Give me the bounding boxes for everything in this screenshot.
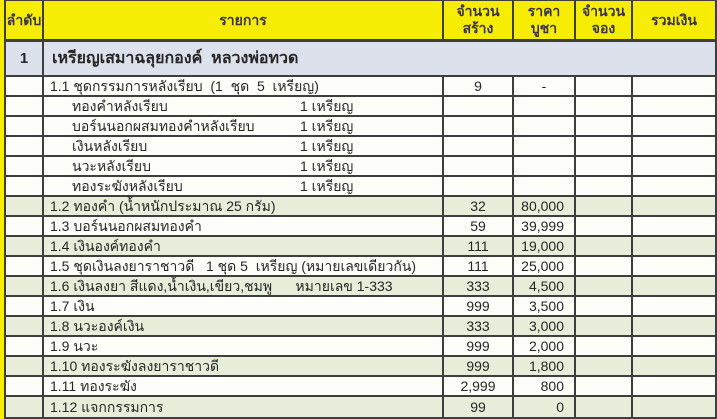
table-row (6, 177, 715, 197)
table-row (6, 137, 715, 157)
column-header-qty-reserved (576, 1, 633, 39)
qty-reserved-cell (576, 337, 633, 355)
qty-made-cell: 111 (444, 237, 514, 255)
total-cell (633, 197, 715, 215)
price-cell: 4,500 (514, 277, 576, 295)
order-cell (6, 237, 44, 255)
item-cell (44, 217, 444, 235)
table-row (6, 77, 715, 97)
table-row (6, 397, 715, 417)
total-cell (633, 257, 715, 275)
total-cell (633, 97, 715, 115)
amulet-price-table (4, 0, 717, 419)
table-row (6, 317, 715, 337)
qty-made-cell: 333 (444, 317, 514, 335)
item-name: 1.2 ทองคำ (น้ำหนักประมาณ 25 กรัม) (50, 198, 276, 214)
column-header-label: บูชา (530, 20, 558, 36)
price-cell (514, 157, 576, 175)
total-cell (633, 337, 715, 355)
item-name: เงินหลังเรียบ (72, 138, 148, 154)
item-name: นวะหลังเรียบ (72, 158, 151, 174)
item-cell (44, 117, 444, 135)
price-cell: 19,000 (514, 237, 576, 255)
qty-made-cell (444, 177, 514, 195)
item-name: 1.9 นวะ (50, 338, 99, 354)
qty-reserved-cell (576, 297, 633, 315)
qty-made-cell: 9 (444, 77, 514, 95)
total-cell (633, 397, 715, 417)
table-body (6, 77, 715, 417)
total-cell (633, 177, 715, 195)
qty-made-cell (444, 97, 514, 115)
item-name: 1.10 ทองระฆังลงยาราชาวดี (50, 358, 220, 374)
item-cell (44, 277, 444, 295)
order-cell (6, 337, 44, 355)
item-unit: 1 เหรียญ (300, 138, 354, 154)
qty-reserved-cell (576, 257, 633, 275)
item-unit: 1 เหรียญ (300, 118, 354, 134)
order-cell (6, 177, 44, 195)
item-cell (44, 137, 444, 155)
total-cell (633, 317, 715, 335)
item-cell (44, 257, 444, 275)
table-row (6, 377, 715, 397)
qty-made-cell: 99 (444, 397, 514, 417)
item-name: 1.3 บอร์นนอกผสมทองคำ (50, 218, 202, 234)
table-row (6, 237, 715, 257)
price-cell (514, 117, 576, 135)
item-cell (44, 97, 444, 115)
total-cell (633, 157, 715, 175)
price-cell: 39,999 (514, 217, 576, 235)
item-name: 1.1 ชุดกรรมการหลังเรียบ (1 ชุด 5 เหรียญ) (50, 78, 319, 94)
total-cell (633, 277, 715, 295)
qty-reserved-cell (576, 97, 633, 115)
price-cell (514, 177, 576, 195)
order-cell (6, 217, 44, 235)
total-cell (633, 77, 715, 95)
total-cell (633, 117, 715, 135)
item-cell (44, 297, 444, 315)
qty-reserved-cell (576, 397, 633, 417)
qty-reserved-cell (576, 377, 633, 395)
column-header-label: ลำดับ (6, 11, 42, 28)
qty-made-cell: 32 (444, 197, 514, 215)
qty-reserved-cell (576, 137, 633, 155)
order-cell (6, 97, 44, 115)
column-header-item (44, 1, 444, 39)
total-cell (633, 237, 715, 255)
column-header-label: จอง (591, 20, 616, 36)
total-cell (633, 217, 715, 235)
qty-reserved-cell (576, 197, 633, 215)
table-row (6, 117, 715, 137)
qty-made-cell: 2,999 (444, 377, 514, 395)
qty-made-cell: 333 (444, 277, 514, 295)
price-cell: 0 (514, 397, 576, 417)
item-cell (44, 357, 444, 375)
qty-reserved-cell (576, 117, 633, 135)
price-cell: 3,000 (514, 317, 576, 335)
item-name: 1.11 ทองระฆัง (50, 378, 137, 394)
price-cell: - (514, 77, 576, 95)
qty-made-cell (444, 137, 514, 155)
item-unit: 1 เหรียญ (300, 158, 354, 174)
item-name: 1.6 เงินลงยา สีแดง,น้ำเงิน,เขียว,ชมพู หมายเลข 1-333 (50, 278, 393, 294)
order-cell (6, 397, 44, 417)
table-row (6, 197, 715, 217)
qty-made-cell: 111 (444, 257, 514, 275)
order-cell (6, 357, 44, 375)
item-cell (44, 197, 444, 215)
item-cell (44, 157, 444, 175)
order-cell (6, 77, 44, 95)
price-cell (514, 137, 576, 155)
qty-made-cell (444, 157, 514, 175)
column-header-total (633, 1, 715, 39)
column-header-label: จำนวน (456, 3, 500, 19)
total-cell (633, 297, 715, 315)
table-row (6, 97, 715, 117)
item-name: 1.4 เงินองค์ทองคำ (50, 238, 161, 254)
price-cell: 2,000 (514, 337, 576, 355)
price-cell: 1,800 (514, 357, 576, 375)
table-row (6, 257, 715, 277)
qty-made-cell: 999 (444, 337, 514, 355)
order-cell (6, 277, 44, 295)
total-cell (633, 137, 715, 155)
table-row (6, 277, 715, 297)
column-header-label: สร้าง (462, 20, 494, 36)
qty-made-cell (444, 117, 514, 135)
column-header-price (514, 1, 576, 39)
qty-reserved-cell (576, 277, 633, 295)
item-unit: 1 เหรียญ (300, 178, 354, 194)
qty-reserved-cell (576, 177, 633, 195)
total-cell (633, 377, 715, 395)
section-title: เหรียญเสมาฉลุยกองค์ หลวงพ่อทวด (52, 50, 299, 67)
order-cell (6, 257, 44, 275)
item-cell (44, 337, 444, 355)
table-row (6, 337, 715, 357)
column-header-label: รวมเงิน (651, 11, 697, 28)
qty-made-cell: 999 (444, 297, 514, 315)
total-cell (633, 357, 715, 375)
item-cell (44, 177, 444, 195)
section-row (6, 42, 715, 77)
price-cell (514, 97, 576, 115)
table-row (6, 217, 715, 237)
column-header-label: ราคา (527, 3, 561, 19)
item-name: ทองระฆังหลังเรียบ (72, 178, 183, 194)
column-header-order (6, 1, 44, 39)
item-cell (44, 377, 444, 395)
section-number: 1 (6, 42, 44, 75)
item-name: ทองคำหลังเรียบ (72, 98, 168, 114)
item-name: 1.12 แจกกรรมการ (50, 399, 164, 415)
qty-reserved-cell (576, 77, 633, 95)
table-row (6, 157, 715, 177)
qty-made-cell: 59 (444, 217, 514, 235)
order-cell (6, 317, 44, 335)
order-cell (6, 137, 44, 155)
order-cell (6, 117, 44, 135)
column-header-qty-made (444, 1, 514, 39)
item-cell (44, 397, 444, 417)
table-header (6, 1, 715, 42)
price-cell: 3,500 (514, 297, 576, 315)
qty-made-cell: 999 (444, 357, 514, 375)
price-cell: 80,000 (514, 197, 576, 215)
item-name: 1.8 นวะองค์เงิน (50, 318, 145, 334)
item-unit: 1 เหรียญ (300, 98, 354, 114)
price-cell: 25,000 (514, 257, 576, 275)
order-cell (6, 297, 44, 315)
order-cell (6, 157, 44, 175)
item-name: 1.5 ชุดเงินลงยาราชาวดี 1 ชุด 5 เหรียญ (หมายเลขเดียวกัน) (50, 258, 417, 274)
qty-reserved-cell (576, 357, 633, 375)
qty-reserved-cell (576, 237, 633, 255)
column-header-label: รายการ (219, 11, 267, 28)
qty-reserved-cell (576, 157, 633, 175)
item-cell (44, 317, 444, 335)
price-cell: 800 (514, 377, 576, 395)
item-name: บอร์นนอกผสมทองคำหลังเรียบ (72, 118, 255, 134)
column-header-label: จำนวน (581, 3, 626, 19)
table-row (6, 357, 715, 377)
qty-reserved-cell (576, 317, 633, 335)
qty-reserved-cell (576, 217, 633, 235)
item-name: 1.7 เงิน (50, 298, 95, 314)
order-cell (6, 377, 44, 395)
item-cell (44, 77, 444, 95)
item-cell (44, 237, 444, 255)
table-row (6, 297, 715, 317)
order-cell (6, 197, 44, 215)
